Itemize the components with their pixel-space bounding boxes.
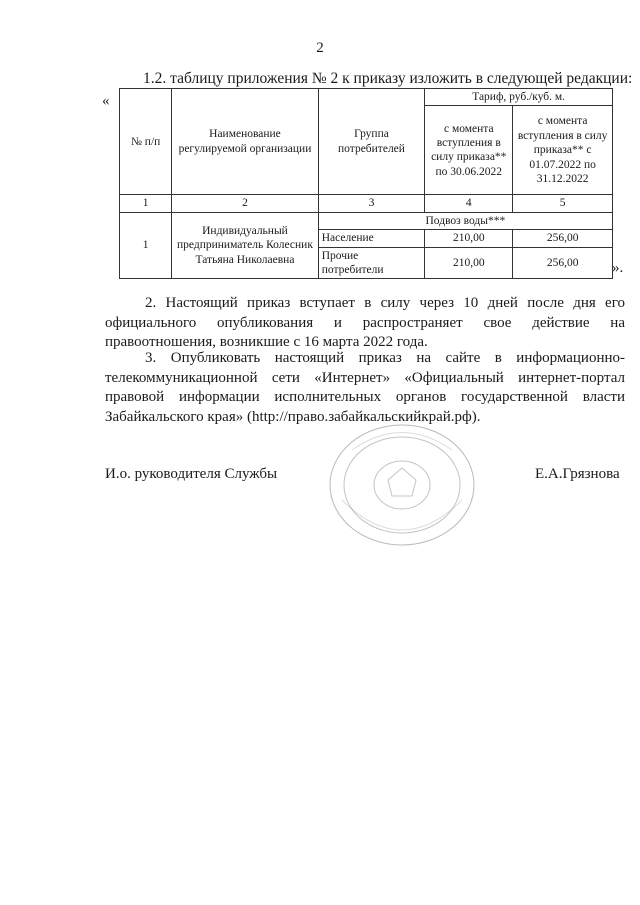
- tariff-value: 210,00: [425, 247, 513, 279]
- tariff-table: [119, 88, 613, 279]
- column-number: 5: [513, 195, 613, 212]
- column-number: 3: [318, 195, 425, 212]
- header-consumer-group: Группа потребителей: [318, 89, 425, 195]
- amendment-intro: 1.2. таблицу приложения № 2 к приказу изложить в следующей редакции:: [143, 70, 633, 87]
- table-column-numbers-row: [120, 195, 613, 212]
- header-tariff: Тариф, руб./куб. м.: [425, 89, 613, 106]
- page-number: 2: [316, 40, 324, 56]
- tariff-value: 210,00: [425, 230, 513, 247]
- consumer-group-name: Население: [318, 230, 425, 247]
- header-tariff-period-2: с момента вступления в силу приказа** с 01.07.2022 по 31.12.2022: [513, 106, 613, 195]
- paragraph-2: 2. Настоящий приказ вступает в силу через 10 дней после дня его официального опубликования и распространяет свое действие на правоотношения, возникшие с 16 марта 2022 года.: [105, 295, 625, 350]
- column-number: 2: [172, 195, 318, 212]
- column-number: 1: [120, 195, 172, 212]
- row-organization: Индивидуальный предприниматель Колесник Татьяна Николаевна: [172, 212, 318, 279]
- tariff-value: 256,00: [513, 230, 613, 247]
- row-number: 1: [120, 212, 172, 279]
- quote-close: ».: [612, 260, 624, 276]
- paragraph-3: 3. Опубликовать настоящий приказ на сайте в информационно-телекоммуникационной сети «Интернет» «Официальный интернет-портал правовой информации исполнительных органов государственной власти Забайкальского края» (http://право.забайкальскийкрай.рф).: [105, 350, 625, 425]
- signatory-name: Е.А.Грязнова: [535, 466, 620, 482]
- header-tariff-period-1: с момента вступления в силу приказа** по 30.06.2022: [425, 106, 513, 195]
- row-service: Подвоз воды***: [318, 212, 612, 229]
- header-organization: Наименование регулируемой организации: [172, 89, 318, 195]
- official-stamp-icon: [322, 420, 482, 550]
- table-row: [120, 212, 613, 229]
- signatory-position: И.о. руководителя Службы: [105, 466, 278, 482]
- table-header-row: [120, 89, 613, 106]
- tariff-value: 256,00: [513, 247, 613, 279]
- header-number: № п/п: [120, 89, 172, 195]
- column-number: 4: [425, 195, 513, 212]
- consumer-group-name: Прочие потребители: [318, 247, 425, 279]
- quote-open: «: [102, 93, 110, 109]
